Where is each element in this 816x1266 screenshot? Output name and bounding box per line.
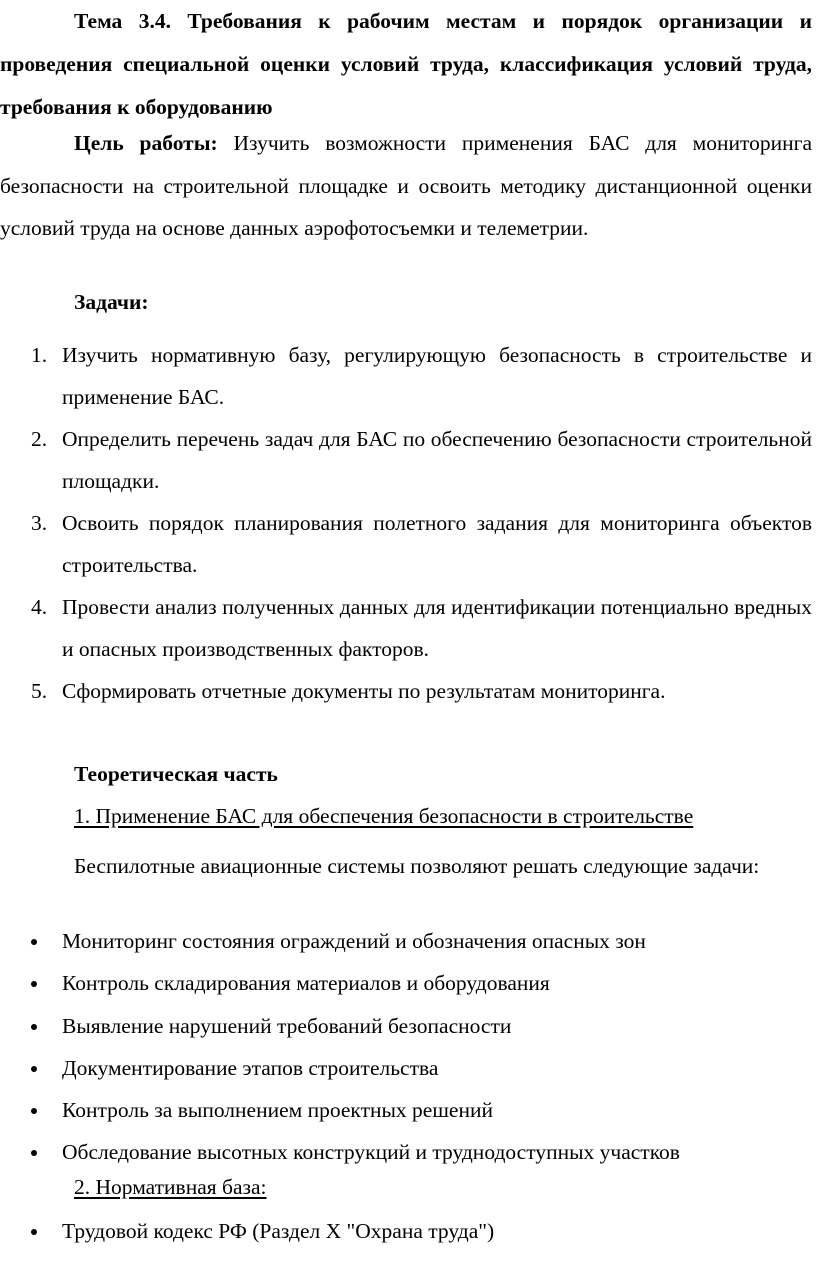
goal-label: Цель работы: — [74, 131, 218, 155]
task-item — [0, 334, 812, 418]
list-item-text: Обследование высотных конструкций и труднодоступных участков — [62, 1140, 680, 1165]
section1-heading: 1. Применение БАС для обеспечения безопасности в строительстве — [74, 804, 694, 828]
list-item — [0, 1131, 812, 1173]
list-item-text: Мониторинг состояния ограждений и обозначения опасных зон — [62, 929, 646, 953]
section1-bullet-list — [0, 920, 812, 1174]
bullet-icon — [31, 1024, 37, 1030]
document-title: Тема 3.4. Требования к рабочим местам и порядок организации и проведения специальной оценки условий труда, классификация условий труда, требования к оборудованию — [0, 9, 812, 119]
task-number: 2. — [31, 427, 48, 451]
bullet-icon — [31, 1150, 37, 1156]
goal-paragraph — [0, 122, 812, 250]
task-item — [0, 502, 812, 586]
list-item-text: Контроль складирования материалов и оборудования — [62, 971, 550, 996]
list-item-text: Трудовой кодекс РФ (Раздел X "Охрана труда") — [62, 1219, 495, 1243]
task-text: Определить перечень задач для БАС по обеспечению безопасности строительной площадки. — [62, 427, 812, 493]
task-item — [0, 418, 812, 502]
list-item — [0, 1210, 812, 1252]
list-item — [0, 1005, 812, 1047]
theory-heading: Теоретическая часть — [74, 762, 278, 786]
section1-intro: Беспилотные авиационные системы позволяют решать следующие задачи: — [74, 854, 760, 878]
goal-text: Изучить возможности применения БАС для мониторинга безопасности на строительной площадке и освоить методику дистанционной оценки условий труда на основе данных аэрофотосъемки и телеметрии. — [0, 131, 813, 240]
list-item — [0, 1047, 812, 1089]
tasks-list — [0, 334, 812, 712]
list-item — [0, 962, 812, 1004]
task-number: 4. — [31, 595, 48, 619]
bullet-icon — [31, 1108, 37, 1114]
bullet-icon — [31, 1229, 37, 1235]
task-item — [0, 586, 812, 670]
task-item — [0, 670, 812, 712]
list-item — [0, 1089, 812, 1131]
bullet-icon — [31, 981, 37, 987]
task-text: Провести анализ полученных данных для идентификации потенциально вредных и опасных производственных факторов. — [62, 595, 812, 661]
tasks-heading: Задачи: — [74, 290, 149, 314]
bullet-icon — [31, 939, 37, 945]
list-item — [0, 920, 812, 962]
task-number: 3. — [31, 511, 48, 535]
task-text: Изучить нормативную базу, регулирующую безопасность в строительстве и применение БАС. — [62, 343, 812, 409]
list-item-text: Выявление нарушений требований безопасности — [62, 1013, 512, 1038]
task-number: 5. — [31, 679, 48, 703]
list-item-text: Документирование этапов строительства — [62, 1055, 439, 1080]
bullet-icon — [31, 1066, 37, 1072]
task-number: 1. — [31, 343, 48, 367]
list-item-text: Контроль за выполнением проектных решений — [62, 1098, 493, 1123]
task-text: Освоить порядок планирования полетного задания для мониторинга объектов строительства. — [62, 511, 812, 577]
section2-bullet-list — [0, 1210, 812, 1252]
section2-heading: 2. Нормативная база: — [74, 1175, 267, 1199]
task-text: Сформировать отчетные документы по результатам мониторинга. — [62, 679, 666, 703]
